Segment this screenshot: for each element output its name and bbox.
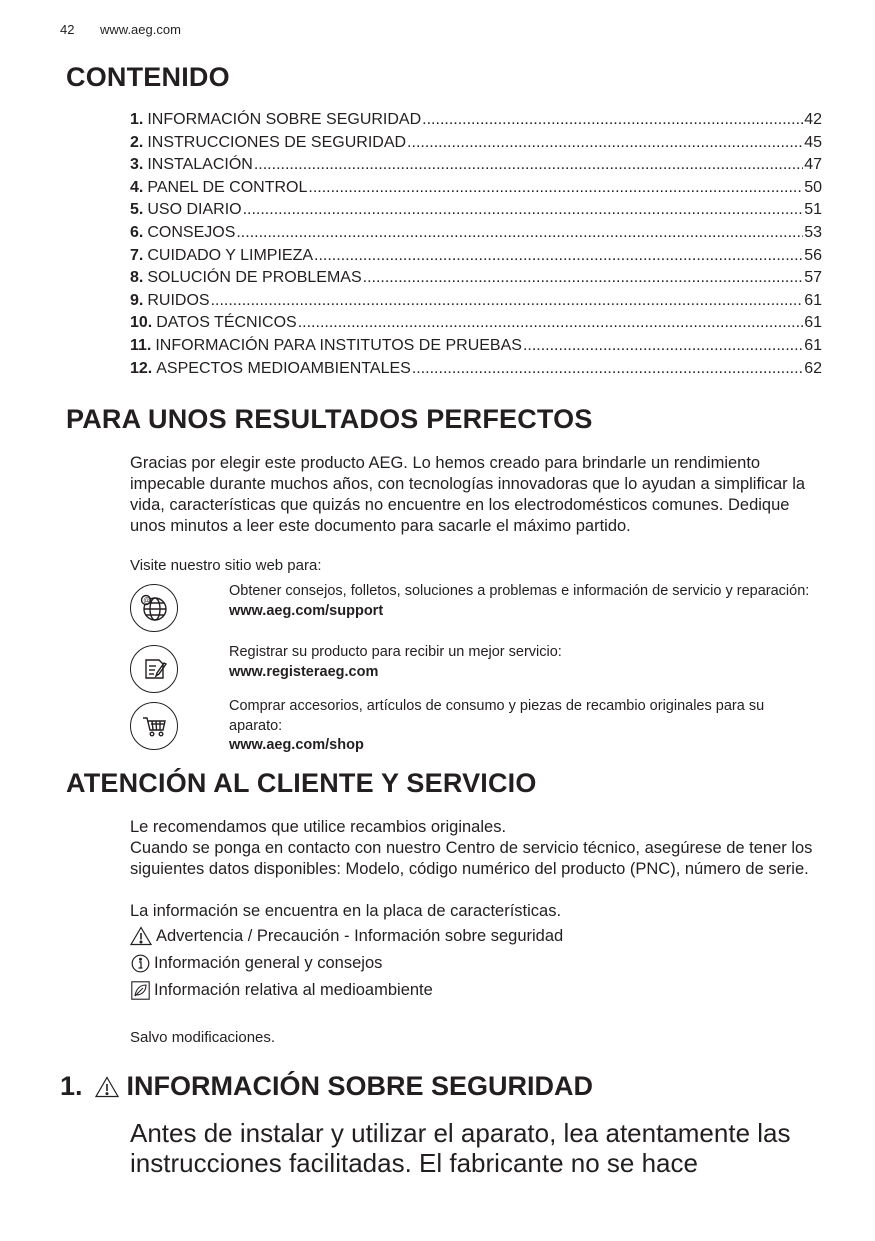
toc-item-page: 61 (804, 314, 822, 332)
toc-item-page: 56 (804, 246, 822, 264)
toc-item[interactable] (130, 335, 822, 358)
legend-warning-text: Advertencia / Precaución - Información sobre seguridad (156, 927, 564, 945)
toc-item-page: 61 (804, 336, 822, 354)
toc-item-number: 12. (130, 359, 153, 377)
toc-item[interactable] (130, 177, 822, 200)
register-description: Registrar su producto para recibir un mejor servicio: (229, 644, 562, 660)
toc-leader (298, 312, 803, 335)
svg-text:@: @ (143, 597, 151, 605)
toc-item[interactable] (130, 267, 822, 290)
toc-item-number: 8. (130, 269, 144, 287)
shopping-cart-icon (130, 702, 178, 750)
register-link[interactable]: www.registeraeg.com (229, 663, 379, 680)
toc-leader (363, 267, 804, 290)
toc-leader (314, 245, 803, 268)
toc-item-number: 11. (130, 336, 152, 354)
toc-item-page: 51 (804, 201, 822, 219)
section-1-title: INFORMACIÓN SOBRE SEGURIDAD (126, 1071, 594, 1101)
toc-item-label: RUIDOS (147, 291, 210, 309)
toc-item-page: 42 (804, 111, 822, 128)
toc-leader (523, 335, 803, 358)
toc-item-number: 2. (130, 133, 144, 151)
support-link[interactable]: www.aeg.com/support (229, 602, 384, 619)
support-text (229, 582, 819, 621)
toc-leader (243, 199, 804, 222)
perfect-results-title: PARA UNOS RESULTADOS PERFECTOS (66, 404, 593, 434)
toc-leader (254, 154, 803, 177)
toc-item[interactable] (130, 132, 822, 155)
toc-item-label: USO DIARIO (147, 201, 242, 219)
toc-item[interactable] (130, 245, 822, 268)
toc-item-number: 10. (130, 314, 153, 332)
support-description: Obtener consejos, folletos, soluciones a problemas e información de servicio y reparación: (229, 583, 810, 599)
page-header (60, 22, 181, 37)
toc-leader (407, 132, 803, 155)
info-circle-icon (130, 952, 150, 974)
legend-warning (130, 925, 563, 947)
table-of-contents (130, 109, 822, 380)
toc-item-page: 53 (804, 223, 822, 241)
visit-website-text: Visite nuestro sitio web para: (130, 557, 322, 574)
register-document-icon (130, 645, 178, 693)
toc-item[interactable] (130, 290, 822, 313)
toc-leader (211, 290, 804, 313)
shop-text (229, 697, 819, 756)
website-url: www.aeg.com (100, 22, 181, 37)
toc-leader (308, 177, 803, 200)
toc-item-page: 45 (804, 133, 822, 151)
page-number: 42 (60, 22, 75, 37)
section-1-number: 1. (60, 1071, 83, 1101)
toc-item-page: 50 (804, 178, 822, 196)
toc-item-number: 6. (130, 223, 144, 241)
toc-item-label: INSTRUCCIONES DE SEGURIDAD (147, 133, 407, 151)
toc-item[interactable] (130, 199, 822, 222)
toc-item-number: 7. (130, 246, 144, 264)
toc-item-label: ASPECTOS MEDIOAMBIENTALES (156, 359, 411, 377)
warning-triangle-icon (130, 925, 152, 947)
customer-care-line-1: Le recomendamos que utilice recambios originales. (130, 818, 507, 836)
toc-item-number: 9. (130, 291, 144, 309)
toc-item-page: 47 (804, 156, 822, 174)
intro-paragraph: Gracias por elegir este producto AEG. Lo hemos creado para brindarle un rendimiento impecable durante muchos años, con tecnologías innovadoras que lo ayudan a simplificar la vida, características que quizás no encuentre en los electrodomésticos comunes. Dedique unos minutos a leer este documento para sacarle el máximo partido. (130, 454, 806, 535)
toc-item[interactable] (130, 312, 822, 335)
section-1-heading (60, 1071, 593, 1102)
toc-item[interactable] (130, 358, 822, 381)
toc-item-label: CONSEJOS (147, 223, 236, 241)
toc-leader (236, 222, 803, 245)
toc-item-label: INFORMACIÓN SOBRE SEGURIDAD (147, 111, 422, 128)
toc-item-label: PANEL DE CONTROL (147, 178, 308, 196)
legend-info (130, 952, 382, 974)
toc-item-label: INFORMACIÓN PARA INSTITUTOS DE PRUEBAS (155, 336, 522, 354)
toc-item-number: 4. (130, 178, 144, 196)
customer-care-line-3: La información se encuentra en la placa de características. (130, 902, 562, 920)
shop-link[interactable]: www.aeg.com/shop (229, 737, 364, 753)
toc-item[interactable] (130, 222, 822, 245)
contents-title: CONTENIDO (66, 62, 230, 92)
toc-item-label: CUIDADO Y LIMPIEZA (147, 246, 314, 264)
toc-leader (412, 358, 803, 381)
warning-triangle-icon (95, 1076, 119, 1098)
register-text (229, 643, 819, 682)
environment-leaf-icon (130, 979, 150, 1001)
toc-item-number: 1. (130, 111, 144, 128)
toc-item-number: 5. (130, 201, 144, 219)
footer-note: Salvo modificaciones. (130, 1029, 276, 1046)
section-1-intro: Antes de instalar y utilizar el aparato, lea atentamente las instrucciones facilitadas. El fabricante no se hace (130, 1118, 791, 1178)
customer-care-title: ATENCIÓN AL CLIENTE Y SERVICIO (66, 768, 537, 798)
toc-item-number: 3. (130, 156, 144, 174)
legend-environment (130, 979, 433, 1001)
toc-leader (422, 109, 803, 132)
toc-item-label: DATOS TÉCNICOS (156, 314, 297, 332)
shop-description: Comprar accesorios, artículos de consumo y piezas de recambio originales para su aparato: (229, 698, 765, 734)
toc-item-page: 57 (804, 269, 822, 287)
customer-care-line-2: Cuando se ponga en contacto con nuestro Centro de servicio técnico, asegúrese de tener los siguientes datos disponibles: Modelo, código numérico del producto (PNC), número de serie. (130, 839, 813, 878)
legend-environment-text: Información relativa al medioambiente (154, 981, 433, 999)
toc-item[interactable] (130, 154, 822, 177)
toc-item-page: 61 (804, 291, 822, 309)
toc-item[interactable] (130, 109, 822, 132)
toc-item-label: INSTALACIÓN (147, 156, 253, 174)
toc-item-page: 62 (804, 359, 822, 377)
web-globe-icon (130, 584, 178, 632)
toc-item-label: SOLUCIÓN DE PROBLEMAS (147, 269, 362, 287)
legend-info-text: Información general y consejos (154, 954, 383, 972)
